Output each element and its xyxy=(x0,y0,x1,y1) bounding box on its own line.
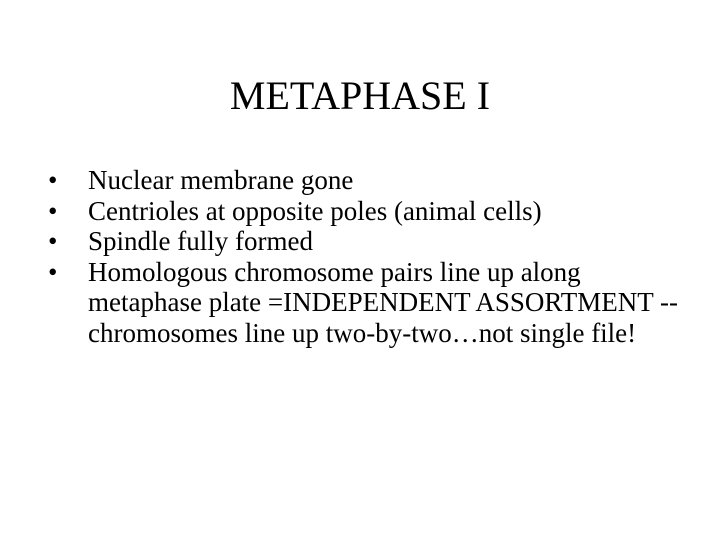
bullet-item-4 xyxy=(48,257,688,349)
bullet-point-icon: • xyxy=(48,195,58,226)
bullet-text: Nuclear membrane gone xyxy=(88,165,354,195)
bullet-text: Centrioles at opposite poles (animal cells) xyxy=(88,195,542,226)
bullet-text: Spindle fully formed xyxy=(88,226,313,256)
bullet-point-icon: • xyxy=(48,256,58,287)
bullet-list xyxy=(48,165,688,348)
bullet-text: Homologous chromosome pairs line up along metaphase plate =INDEPENDENT ASSORTMENT -- chromosomes line up two-by-two…not single file! xyxy=(88,256,679,348)
bullet-point-icon: • xyxy=(48,165,58,195)
slide-title: METAPHASE I xyxy=(229,73,491,118)
bullet-item-1 xyxy=(48,165,688,196)
bullet-point-icon: • xyxy=(48,226,58,256)
bullet-item-3 xyxy=(48,226,688,257)
bullet-item-2 xyxy=(48,196,688,227)
